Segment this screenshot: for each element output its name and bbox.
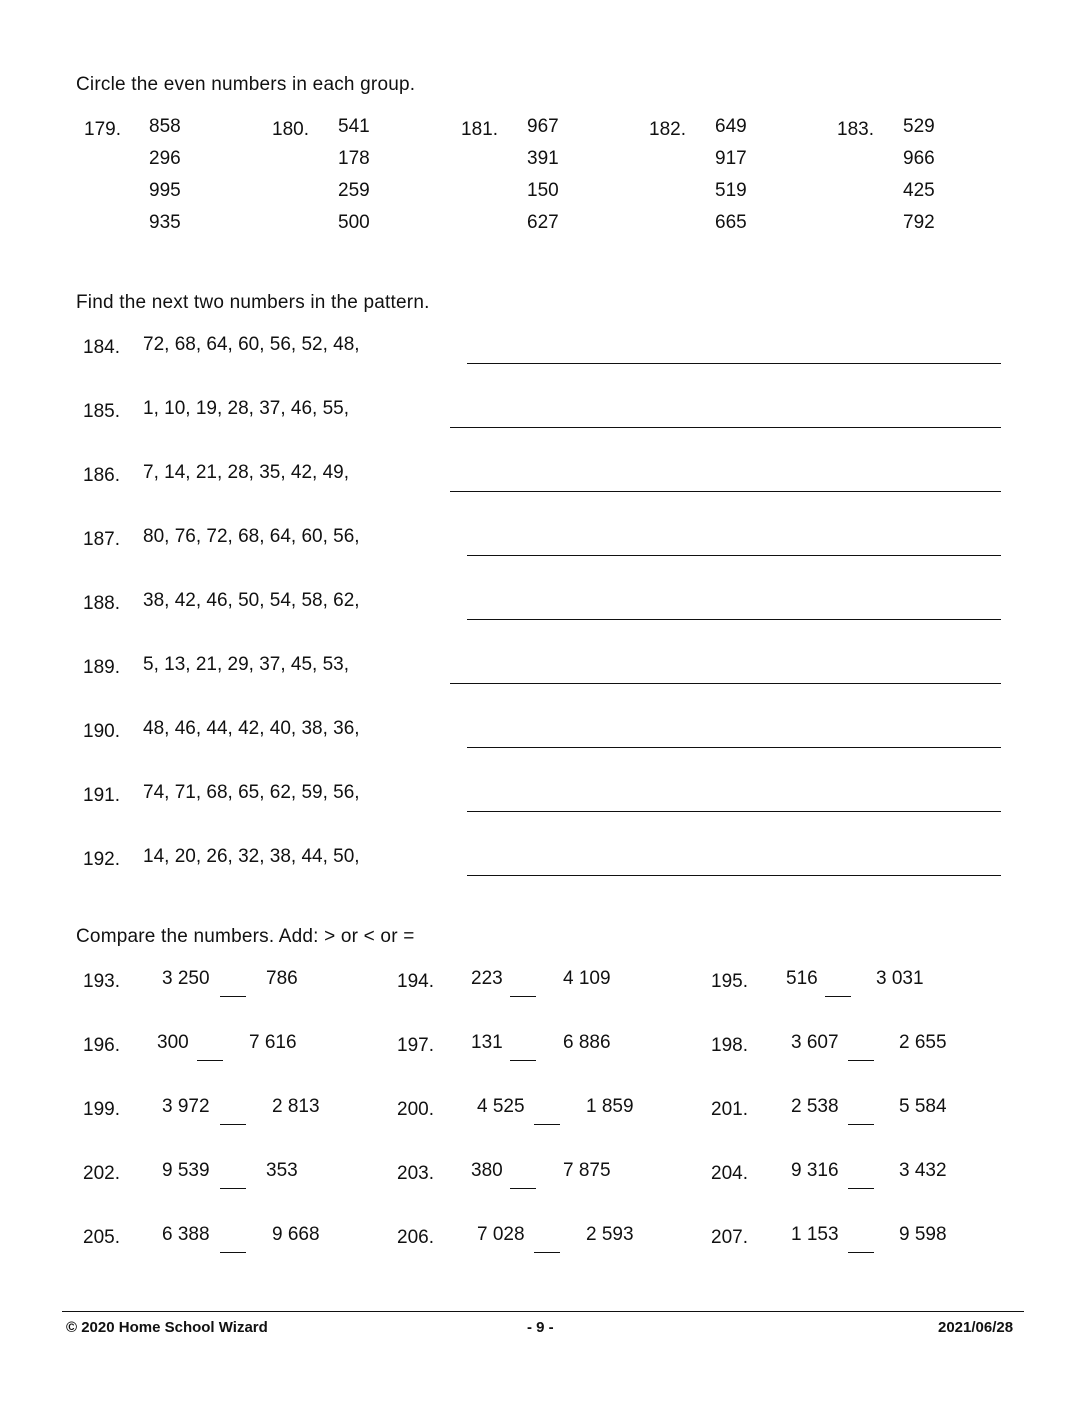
number-choice[interactable]: 627 <box>527 212 559 233</box>
problem-number: 179. <box>84 119 121 140</box>
pattern-sequence: 7, 14, 21, 28, 35, 42, 49, <box>143 462 349 483</box>
problem-number: 187. <box>83 529 120 550</box>
compare-right-value: 786 <box>266 968 298 989</box>
number-choice[interactable]: 425 <box>903 180 935 201</box>
compare-right-value: 5 584 <box>899 1096 947 1117</box>
compare-left-value: 3 972 <box>162 1096 210 1117</box>
problem-number: 180. <box>272 119 309 140</box>
compare-left-value: 2 538 <box>791 1096 839 1117</box>
pattern-sequence: 14, 20, 26, 32, 38, 44, 50, <box>143 846 360 867</box>
comparison-blank[interactable] <box>220 996 246 997</box>
problem-number: 186. <box>83 465 120 486</box>
problem-number: 194. <box>397 971 434 992</box>
comparison-blank[interactable] <box>510 1060 536 1061</box>
compare-left-value: 6 388 <box>162 1224 210 1245</box>
footer-date: 2021/06/28 <box>938 1319 1014 1336</box>
answer-line[interactable] <box>450 683 1001 684</box>
problem-number: 203. <box>397 1163 434 1184</box>
footer-copyright: © 2020 Home School Wizard <box>66 1319 268 1336</box>
problem-number: 185. <box>83 401 120 422</box>
compare-left-value: 223 <box>471 968 503 989</box>
number-choice[interactable]: 967 <box>527 116 559 137</box>
comparison-blank[interactable] <box>220 1124 246 1125</box>
compare-right-value: 7 875 <box>563 1160 611 1181</box>
compare-left-value: 516 <box>786 968 818 989</box>
footer-page-number: - 9 - <box>527 1319 554 1336</box>
pattern-sequence: 5, 13, 21, 29, 37, 45, 53, <box>143 654 349 675</box>
comparison-blank[interactable] <box>848 1188 874 1189</box>
pattern-sequence: 1, 10, 19, 28, 37, 46, 55, <box>143 398 349 419</box>
problem-number: 181. <box>461 119 498 140</box>
compare-left-value: 7 028 <box>477 1224 525 1245</box>
number-choice[interactable]: 391 <box>527 148 559 169</box>
comparison-blank[interactable] <box>220 1188 246 1189</box>
problem-number: 191. <box>83 785 120 806</box>
comparison-blank[interactable] <box>510 996 536 997</box>
answer-line[interactable] <box>467 811 1001 812</box>
answer-line[interactable] <box>467 619 1001 620</box>
problem-number: 201. <box>711 1099 748 1120</box>
number-choice[interactable]: 995 <box>149 180 181 201</box>
number-choice[interactable]: 500 <box>338 212 370 233</box>
pattern-sequence: 48, 46, 44, 42, 40, 38, 36, <box>143 718 360 739</box>
compare-right-value: 2 593 <box>586 1224 634 1245</box>
comparison-blank[interactable] <box>534 1252 560 1253</box>
comparison-blank[interactable] <box>848 1252 874 1253</box>
compare-left-value: 3 250 <box>162 968 210 989</box>
answer-line[interactable] <box>467 875 1001 876</box>
compare-right-value: 3 432 <box>899 1160 947 1181</box>
comparison-blank[interactable] <box>848 1124 874 1125</box>
compare-left-value: 380 <box>471 1160 503 1181</box>
pattern-sequence: 80, 76, 72, 68, 64, 60, 56, <box>143 526 360 547</box>
number-choice[interactable]: 259 <box>338 180 370 201</box>
compare-left-value: 1 153 <box>791 1224 839 1245</box>
problem-number: 204. <box>711 1163 748 1184</box>
problem-number: 190. <box>83 721 120 742</box>
problem-number: 202. <box>83 1163 120 1184</box>
problem-number: 184. <box>83 337 120 358</box>
problem-number: 183. <box>837 119 874 140</box>
comparison-blank[interactable] <box>220 1252 246 1253</box>
number-choice[interactable]: 529 <box>903 116 935 137</box>
number-choice[interactable]: 150 <box>527 180 559 201</box>
compare-right-value: 6 886 <box>563 1032 611 1053</box>
number-choice[interactable]: 792 <box>903 212 935 233</box>
problem-number: 199. <box>83 1099 120 1120</box>
problem-number: 198. <box>711 1035 748 1056</box>
compare-left-value: 131 <box>471 1032 503 1053</box>
number-choice[interactable]: 519 <box>715 180 747 201</box>
problem-number: 206. <box>397 1227 434 1248</box>
comparison-blank[interactable] <box>534 1124 560 1125</box>
compare-right-value: 7 616 <box>249 1032 297 1053</box>
answer-line[interactable] <box>467 747 1001 748</box>
footer-divider <box>62 1311 1024 1312</box>
compare-left-value: 9 316 <box>791 1160 839 1181</box>
answer-line[interactable] <box>467 363 1001 364</box>
compare-right-value: 3 031 <box>876 968 924 989</box>
compare-right-value: 2 655 <box>899 1032 947 1053</box>
problem-number: 197. <box>397 1035 434 1056</box>
pattern-sequence: 74, 71, 68, 65, 62, 59, 56, <box>143 782 360 803</box>
problem-number: 196. <box>83 1035 120 1056</box>
compare-right-value: 4 109 <box>563 968 611 989</box>
problem-number: 182. <box>649 119 686 140</box>
section2-instruction: Find the next two numbers in the pattern. <box>76 292 430 313</box>
compare-right-value: 2 813 <box>272 1096 320 1117</box>
section1-instruction: Circle the even numbers in each group. <box>76 74 416 95</box>
problem-number: 205. <box>83 1227 120 1248</box>
compare-left-value: 300 <box>157 1032 189 1053</box>
problem-number: 189. <box>83 657 120 678</box>
pattern-sequence: 72, 68, 64, 60, 56, 52, 48, <box>143 334 360 355</box>
number-choice[interactable]: 966 <box>903 148 935 169</box>
comparison-blank[interactable] <box>197 1060 223 1061</box>
number-choice[interactable]: 858 <box>149 116 181 137</box>
answer-line[interactable] <box>450 427 1001 428</box>
problem-number: 193. <box>83 971 120 992</box>
number-choice[interactable]: 178 <box>338 148 370 169</box>
compare-right-value: 9 668 <box>272 1224 320 1245</box>
number-choice[interactable]: 296 <box>149 148 181 169</box>
compare-left-value: 9 539 <box>162 1160 210 1181</box>
problem-number: 195. <box>711 971 748 992</box>
number-choice[interactable]: 649 <box>715 116 747 137</box>
problem-number: 192. <box>83 849 120 870</box>
number-choice[interactable]: 665 <box>715 212 747 233</box>
problem-number: 200. <box>397 1099 434 1120</box>
number-choice[interactable]: 917 <box>715 148 747 169</box>
comparison-blank[interactable] <box>848 1060 874 1061</box>
number-choice[interactable]: 935 <box>149 212 181 233</box>
compare-right-value: 1 859 <box>586 1096 634 1117</box>
pattern-sequence: 38, 42, 46, 50, 54, 58, 62, <box>143 590 360 611</box>
problem-number: 207. <box>711 1227 748 1248</box>
compare-left-value: 3 607 <box>791 1032 839 1053</box>
problem-number: 188. <box>83 593 120 614</box>
compare-right-value: 9 598 <box>899 1224 947 1245</box>
compare-right-value: 353 <box>266 1160 298 1181</box>
number-choice[interactable]: 541 <box>338 116 370 137</box>
comparison-blank[interactable] <box>510 1188 536 1189</box>
section3-instruction: Compare the numbers. Add: > or < or = <box>76 926 415 947</box>
answer-line[interactable] <box>450 491 1001 492</box>
answer-line[interactable] <box>467 555 1001 556</box>
compare-left-value: 4 525 <box>477 1096 525 1117</box>
comparison-blank[interactable] <box>825 996 851 997</box>
